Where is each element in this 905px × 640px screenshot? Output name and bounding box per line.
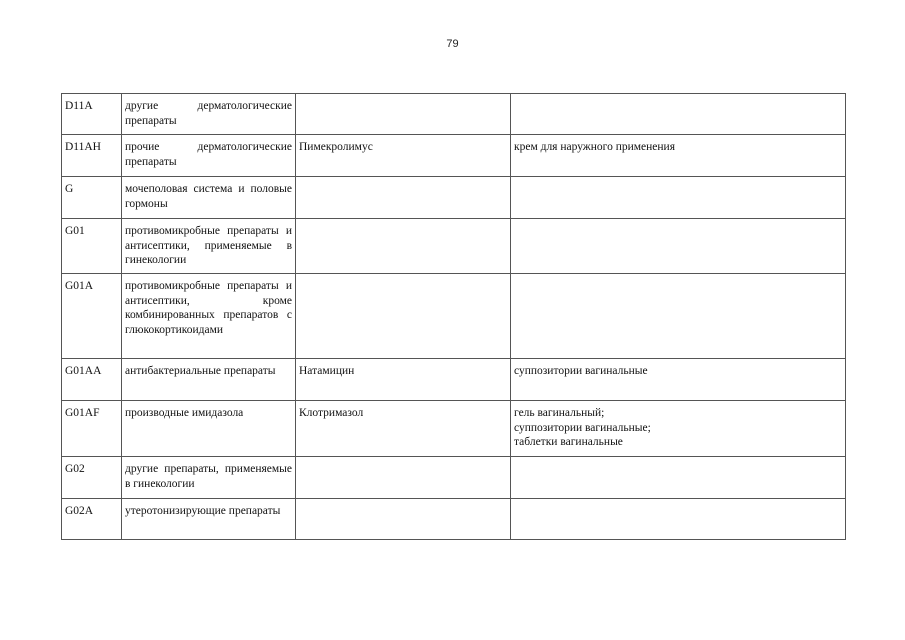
dosage-form-cell: [511, 457, 846, 499]
table-row: [62, 499, 846, 540]
drug-name-cell: [296, 457, 511, 499]
atc-group-name-cell: утеротонизирующие препараты: [122, 499, 296, 540]
drug-name-cell: Клотримазол: [296, 401, 511, 457]
dosage-form-cell: [511, 274, 846, 359]
atc-group-name-cell: другие дерматологические препараты: [122, 94, 296, 135]
table-row: [62, 135, 846, 177]
table-row: [62, 457, 846, 499]
drug-name-cell: Пимекролимус: [296, 135, 511, 177]
atc-drug-table: [61, 93, 846, 540]
atc-code-cell: G02A: [62, 499, 122, 540]
drug-name-cell: [296, 219, 511, 274]
atc-code-cell: G01AA: [62, 359, 122, 401]
atc-group-name-cell: антибактериальные препараты: [122, 359, 296, 401]
dosage-form-cell: [511, 177, 846, 219]
atc-group-name-cell: производные имидазола: [122, 401, 296, 457]
atc-group-name-cell: другие препараты, применяемые в гинекологии: [122, 457, 296, 499]
atc-code-cell: G02: [62, 457, 122, 499]
drug-name-cell: [296, 274, 511, 359]
atc-group-name-cell: прочие дерматологические препараты: [122, 135, 296, 177]
table-row: [62, 401, 846, 457]
atc-group-name-cell: противомикробные препараты и антисептики, применяемые в гинекологии: [122, 219, 296, 274]
atc-group-name-cell: противомикробные препараты и антисептики, кроме комбинированных препаратов с глюкокортикоидами: [122, 274, 296, 359]
dosage-form-cell: [511, 135, 846, 177]
drug-name-cell: [296, 177, 511, 219]
table-row: [62, 359, 846, 401]
table-row: [62, 274, 846, 359]
table-row: [62, 219, 846, 274]
dosage-form-line: суппозитории вагинальные: [514, 365, 648, 377]
dosage-form-cell: [511, 499, 846, 540]
dosage-form-cell: [511, 94, 846, 135]
atc-code-cell: G01: [62, 219, 122, 274]
page-number: 79: [446, 38, 459, 50]
dosage-form-line: таблетки вагинальные: [514, 436, 623, 448]
dosage-form-line: крем для наружного применения: [514, 141, 676, 153]
dosage-form-cell: [511, 401, 846, 457]
atc-code-cell: D11AH: [62, 135, 122, 177]
dosage-form-line: гель вагинальный;: [514, 407, 605, 419]
atc-code-cell: D11A: [62, 94, 122, 135]
table-row: [62, 94, 846, 135]
dosage-form-line: суппозитории вагинальные;: [514, 421, 651, 434]
table-row: [62, 177, 846, 219]
drug-name-cell: [296, 499, 511, 540]
drug-name-cell: Натамицин: [296, 359, 511, 401]
drug-name-cell: [296, 94, 511, 135]
atc-code-cell: G: [62, 177, 122, 219]
atc-code-cell: G01AF: [62, 401, 122, 457]
dosage-form-cell: [511, 219, 846, 274]
dosage-form-cell: [511, 359, 846, 401]
atc-group-name-cell: мочеполовая система и половые гормоны: [122, 177, 296, 219]
atc-code-cell: G01A: [62, 274, 122, 359]
